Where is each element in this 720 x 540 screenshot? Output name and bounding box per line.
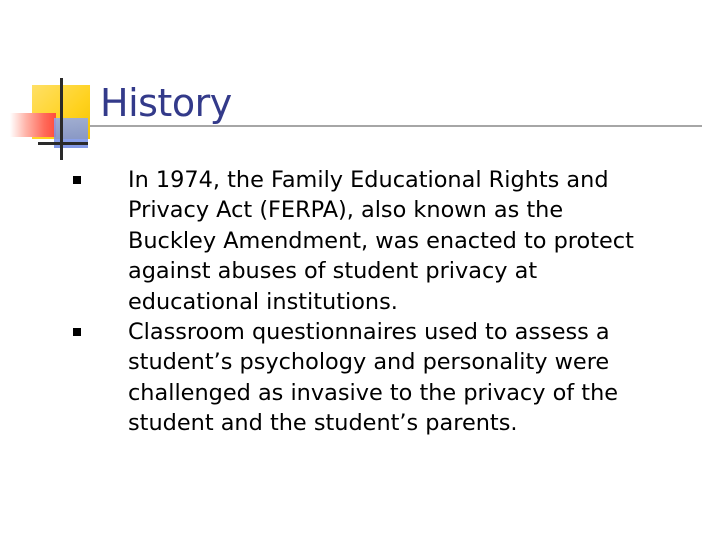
bullet-list	[70, 165, 700, 439]
bullet-text-line: student’s psychology and personality were	[128, 349, 610, 376]
bullet-text-line: student and the student’s parents.	[128, 410, 518, 437]
square-bullet-icon	[73, 328, 81, 336]
bullet-text-line: Privacy Act (FERPA), also known as the	[128, 197, 564, 224]
bullet-item	[70, 165, 700, 317]
decorative-vertical-line	[60, 78, 63, 160]
decorative-red-block	[10, 113, 56, 137]
bullet-text-line: Buckley Amendment, was enacted to protect	[128, 227, 634, 254]
bullet-item	[70, 317, 700, 439]
bullet-text-line: educational institutions.	[128, 288, 398, 315]
bullet-text-line: against abuses of student privacy at	[128, 258, 538, 285]
square-bullet-icon	[73, 176, 81, 184]
bullet-text-line: challenged as invasive to the privacy of the	[128, 379, 619, 406]
bullet-text-line: Classroom questionnaires used to assess a	[128, 319, 610, 346]
slide-title: History	[100, 81, 232, 125]
bullet-text-line: In 1974, the Family Educational Rights and	[128, 167, 609, 193]
decorative-horizontal-line	[38, 142, 88, 145]
